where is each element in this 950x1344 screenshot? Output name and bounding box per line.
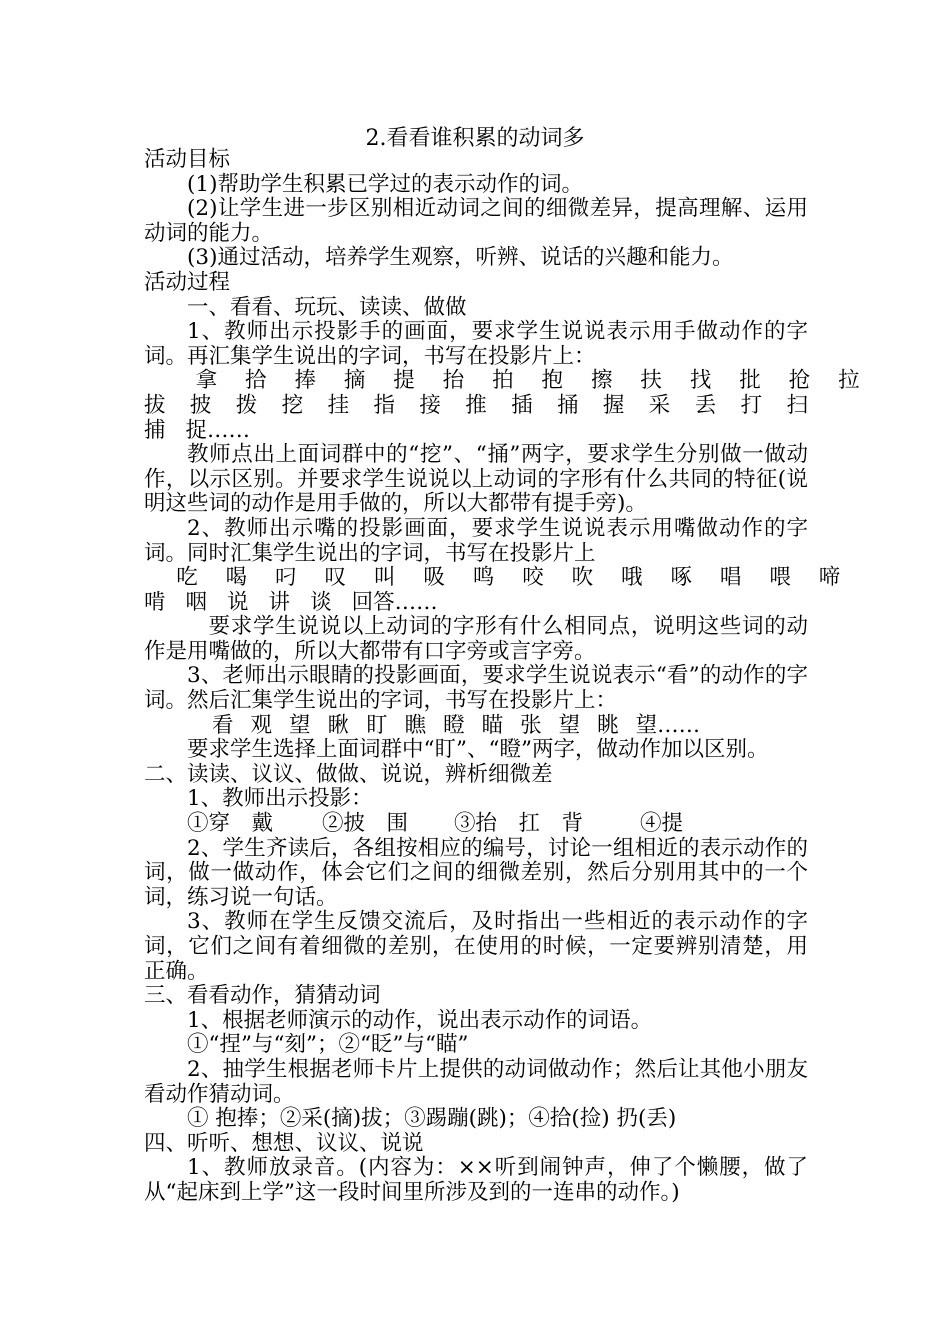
verb-word: 说 bbox=[227, 589, 249, 615]
option-4: ④提 bbox=[640, 811, 684, 837]
part2-item-3: 3、教师在学生反馈交流后，及时指出一些相近的表示动作的字词，它们之间有着细微的差别，在使用的时候，一定要辨别清楚，用正确。 bbox=[144, 909, 808, 984]
verb-word: 吹 bbox=[571, 565, 594, 591]
verb-word: 捧 bbox=[294, 368, 316, 394]
verb-word: 拨 bbox=[235, 392, 258, 418]
verb-word: 瞅 bbox=[327, 712, 350, 738]
part4-heading: 四、听听、想想、议议、说说 bbox=[144, 1130, 424, 1156]
document-body bbox=[144, 147, 860, 1206]
verb-word: 摘 bbox=[343, 368, 366, 394]
mouth-note: 要求学生说说以上动词的字形有什么相同点，说明这些词的动作是用嘴做的，所以大都带有口字旁或言字旁。 bbox=[144, 614, 808, 664]
verb-word: 扫 bbox=[786, 392, 808, 418]
verb-word: 喂 bbox=[769, 565, 791, 591]
verb-word: 望 bbox=[289, 712, 311, 738]
verb-word: 哦 bbox=[621, 565, 643, 591]
verb-word: 吸 bbox=[423, 565, 445, 591]
verb-word: 拾 bbox=[245, 368, 267, 394]
hand-word-row-2 bbox=[144, 394, 808, 419]
document-title: 2.看看谁积累的动词多 bbox=[365, 126, 585, 151]
verb-word: 拔 bbox=[144, 392, 166, 418]
verb-word: 瞧 bbox=[404, 712, 427, 738]
verb-word: 观 bbox=[250, 712, 273, 738]
verb-word: 盯 bbox=[366, 712, 388, 738]
verb-word: 推 bbox=[465, 392, 487, 418]
verb-word: 挂 bbox=[327, 392, 350, 418]
verb-word: 瞪 bbox=[443, 712, 465, 738]
part2-item-2: 2、学生齐读后，各组按相应的编号，讨论一组相近的表示动作的词，做一做动作，体会它们之间的细微差别，然后分别用其中的一个词，练习说一句话。 bbox=[144, 835, 808, 910]
verb-word: 回答…… bbox=[351, 589, 438, 615]
option-1: ①穿 戴 bbox=[187, 811, 274, 837]
part2-heading: 二、读读、议议、做做、说说，辨析细微差 bbox=[144, 761, 553, 787]
part3-heading: 三、看看动作，猜猜动词 bbox=[144, 983, 381, 1009]
verb-word: 握 bbox=[602, 392, 625, 418]
verb-word: 叹 bbox=[324, 565, 347, 591]
goal-item-3: (3)通过活动，培养学生观察，听辨、说话的兴趣和能力。 bbox=[187, 245, 734, 271]
verb-word: 咬 bbox=[522, 565, 544, 591]
verb-word: 采 bbox=[648, 392, 671, 418]
verb-word: 指 bbox=[373, 392, 395, 418]
verb-word: 望 bbox=[558, 712, 581, 738]
verb-word: 鸣 bbox=[472, 565, 495, 591]
verb-word: 看 bbox=[212, 712, 234, 738]
option-3: ③抬 扛 背 bbox=[454, 811, 584, 837]
option-2: ②披 围 bbox=[322, 811, 409, 837]
verb-word: 捕 bbox=[144, 417, 166, 443]
verb-word: 捅 bbox=[557, 392, 579, 418]
part2-options bbox=[144, 812, 808, 837]
part2-item-1: 1、教师出示投影： bbox=[187, 786, 373, 812]
eye-word-row bbox=[144, 714, 808, 739]
verb-word: 喝 bbox=[225, 565, 248, 591]
part3-item-2-words: ① 抱捧；②采(摘)拔；③踢蹦(跳)；④拾(捡) 扔(丢) bbox=[187, 1106, 677, 1132]
eye-note: 要求学生选择上面词群中“盯”、“瞪”两字，做动作加以区别。 bbox=[187, 737, 769, 763]
verb-word: 挖 bbox=[281, 392, 304, 418]
verb-word: 啄 bbox=[670, 565, 692, 591]
part3-item-1: 1、根据老师演示的动作，说出表示动作的词语。 bbox=[187, 1007, 653, 1033]
verb-word: 插 bbox=[511, 392, 533, 418]
verb-word: 张 bbox=[520, 712, 542, 738]
hand-word-row-3 bbox=[144, 419, 808, 444]
verb-word: 叼 bbox=[275, 565, 297, 591]
verb-word: 抬 bbox=[442, 368, 465, 394]
verb-word: 叫 bbox=[373, 565, 396, 591]
mouth-word-row-1 bbox=[144, 566, 840, 591]
verb-word: 拍 bbox=[492, 368, 514, 394]
part1-heading: 一、看看、玩玩、读读、做做 bbox=[187, 294, 467, 320]
verb-word: 讲 bbox=[268, 589, 291, 615]
verb-word: 啃 bbox=[144, 589, 166, 615]
verb-word: 瞄 bbox=[481, 712, 504, 738]
verb-word: 捉…… bbox=[185, 417, 251, 443]
verb-word: 扶 bbox=[640, 368, 662, 394]
verb-word: 丢 bbox=[694, 392, 717, 418]
verb-word: 拿 bbox=[195, 368, 218, 394]
section-heading-process: 活动过程 bbox=[144, 269, 231, 295]
verb-word: 谈 bbox=[310, 589, 332, 615]
verb-word: 擦 bbox=[590, 368, 613, 394]
verb-word: 披 bbox=[189, 392, 212, 418]
verb-word: 望…… bbox=[635, 712, 701, 738]
hand-intro: 1、教师出示投影手的画面，要求学生说说表示用手做动作的字词。再汇集学生说出的字词，书写在投影片上： bbox=[144, 319, 808, 369]
part3-item-1-words: ①“捏”与“刻”；②“眨”与“瞄” bbox=[187, 1032, 469, 1058]
verb-word: 抢 bbox=[788, 368, 811, 394]
hand-word-row-1 bbox=[144, 369, 860, 394]
hand-note: 教师点出上面词群中的“挖”、“捅”两字，要求学生分别做一做动作，以示区别。并要求学生说说以上动词的字形有什么共同的特征(说明这些词的动作是用手做的，所以大都带有提手旁)。 bbox=[144, 442, 808, 517]
verb-word: 提 bbox=[393, 368, 415, 394]
goal-item-2: (2)让学生进一步区别相近动词之间的细微差异，提高理解、运用动词的能力。 bbox=[144, 196, 808, 246]
part3-item-2: 2、抽学生根据老师卡片上提供的动词做动作；然后让其他小朋友看动作猜动词。 bbox=[144, 1056, 808, 1107]
verb-word: 接 bbox=[419, 392, 441, 418]
verb-word: 打 bbox=[740, 392, 763, 418]
verb-word: 啼 bbox=[818, 565, 841, 591]
verb-word: 批 bbox=[739, 368, 761, 394]
part4-item-1: 1、教师放录音。(内容为：××听到闹钟声，伸了个懒腰，做了从“起床到上学”这一段时间里所涉及到的一连串的动作。) bbox=[144, 1155, 808, 1205]
verb-word: 眺 bbox=[597, 712, 619, 738]
verb-word: 抱 bbox=[541, 368, 564, 394]
verb-word: 咽 bbox=[185, 589, 208, 615]
verb-word: 吃 bbox=[176, 565, 198, 591]
verb-word: 唱 bbox=[719, 565, 742, 591]
goal-item-1: (1)帮助学生积累已学过的表示动作的词。 bbox=[187, 171, 583, 197]
verb-word: 拉 bbox=[838, 368, 860, 394]
section-heading-goals: 活动目标 bbox=[144, 147, 231, 172]
verb-word: 找 bbox=[689, 368, 712, 394]
mouth-intro: 2、教师出示嘴的投影画面，要求学生说说表示用嘴做动作的字词。同时汇集学生说出的字词，书写在投影片上 bbox=[144, 515, 808, 566]
eye-intro: 3、老师出示眼睛的投影画面，要求学生说说表示“看”的动作的字词。然后汇集学生说出的字词，书写在投影片上： bbox=[144, 663, 808, 714]
mouth-word-row-2 bbox=[144, 591, 808, 616]
